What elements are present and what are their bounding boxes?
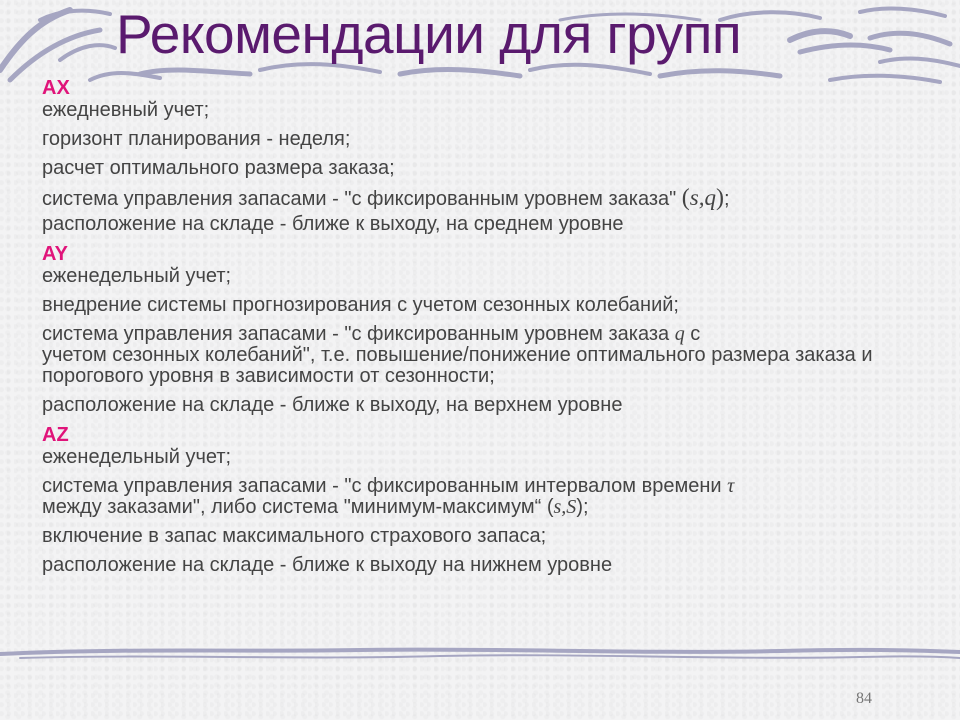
- list-item: расположение на складе - ближе к выходу на нижнем уровне: [42, 554, 613, 576]
- list-item: горизонт планирования - неделя;: [42, 128, 351, 150]
- list-item: расположение на складе - ближе к выходу, на среднем уровне: [42, 213, 624, 235]
- formula-paren: ): [716, 185, 724, 211]
- list-item: внедрение системы прогнозирования с учетом сезонных колебаний;: [42, 294, 679, 316]
- decorative-bottom-border: [0, 640, 960, 670]
- formula-ss: s,S: [553, 496, 577, 518]
- formula-q: q: [674, 323, 685, 345]
- group-heading-ax: AX: [42, 77, 70, 99]
- list-item-text: система управления запасами - "с фиксированным интервалом времени: [42, 475, 722, 497]
- slide-title: Рекомендации для групп: [116, 3, 742, 65]
- list-item: [42, 324, 942, 387]
- formula-sq: s,q: [689, 185, 716, 210]
- list-item-text: с: [684, 323, 701, 345]
- formula-suffix: ;: [724, 188, 730, 210]
- list-item-text: система управления запасами - "с фиксированным уровнем заказа: [42, 323, 670, 345]
- list-item: включение в запас максимального страхового запаса;: [42, 525, 547, 547]
- formula-paren: (: [681, 185, 690, 211]
- page-number: 84: [856, 690, 872, 707]
- formula-paren: (: [546, 496, 554, 518]
- formula-paren: ): [576, 496, 583, 518]
- list-item: [42, 187, 942, 210]
- group-heading-ay: AY: [42, 243, 68, 265]
- list-item: еженедельный учет;: [42, 265, 232, 287]
- list-item: расчет оптимального размера заказа;: [42, 157, 395, 179]
- slide-content: [42, 77, 942, 584]
- list-item-text: между заказами", либо система "минимум-максимум“: [42, 496, 542, 518]
- list-item: ежедневный учет;: [42, 99, 210, 121]
- list-item-text: система управления запасами - "с фиксированным уровнем заказа": [42, 188, 677, 210]
- list-item: [42, 476, 942, 518]
- list-item-text: учетом сезонных колебаний", т.е. повышение/понижение оптимального размера заказа и порогового уровня в зависимости от сезонности;: [42, 344, 873, 387]
- list-item: еженедельный учет;: [42, 446, 232, 468]
- formula-suffix: ;: [582, 496, 589, 518]
- group-heading-az: AZ: [42, 424, 69, 446]
- formula-tau: τ: [727, 475, 735, 497]
- list-item: расположение на складе - ближе к выходу, на верхнем уровне: [42, 394, 623, 416]
